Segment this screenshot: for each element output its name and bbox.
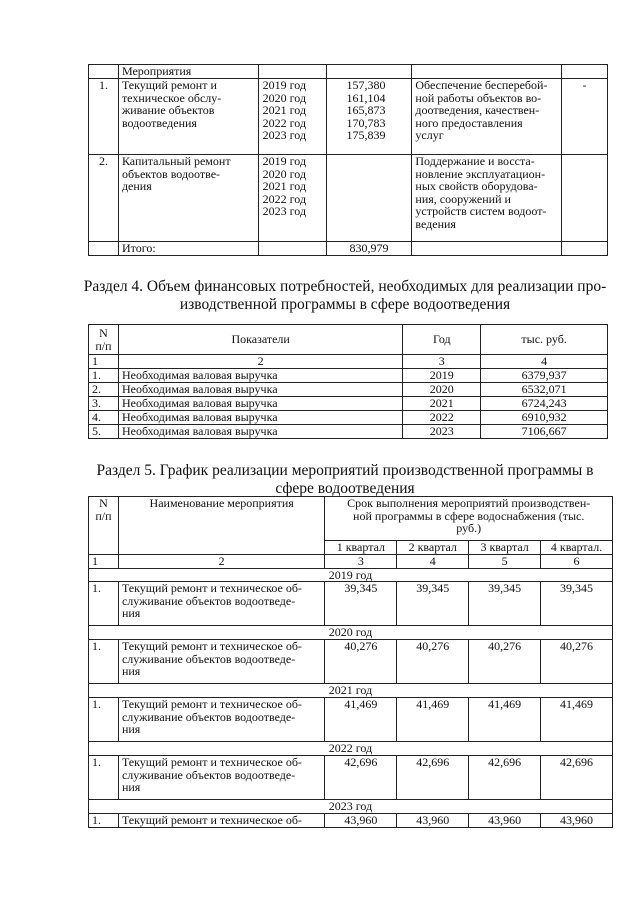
row-number: 1. xyxy=(89,582,119,626)
measure-name: Текущий ремонт и техническое об- служивание объектов водоотведе- ния xyxy=(118,640,324,684)
column-header-indicator: Показатели xyxy=(118,325,402,355)
table-row xyxy=(89,756,613,800)
year-cell: 2020 год xyxy=(262,90,307,105)
quarter-value: 39,345 xyxy=(325,582,397,626)
amount-cell: 7106,667 xyxy=(481,424,608,438)
amount-cell: 6724,243 xyxy=(481,396,608,410)
row-number: 5. xyxy=(89,424,119,438)
quarter-value: 41,469 xyxy=(469,698,541,742)
measure-name: Текущий ремонт и техническое об- xyxy=(118,814,324,828)
amount-cell: 6910,932 xyxy=(481,410,608,424)
column-header-number: N п/п xyxy=(89,497,119,555)
measure-name: Капитальный ремонт объектов водоотве- дения xyxy=(118,155,258,242)
total-label: Итого: xyxy=(118,242,258,256)
table-row xyxy=(89,640,613,684)
measure-name: Текущий ремонт и техническое об- служивание объектов водоотведе- ния xyxy=(118,698,324,742)
column-number: 5 xyxy=(469,555,541,569)
table-row xyxy=(89,396,608,410)
column-header-period: Срок выполнения мероприятий производствен- ной программы в сфере водоснабжения (тыс. руб.) xyxy=(325,497,613,541)
column-number: 1 xyxy=(89,355,119,369)
quarter-value: 43,960 xyxy=(541,814,613,828)
column-header-q1: 1 квартал xyxy=(325,541,397,555)
table-row xyxy=(89,382,608,396)
measure-name: Текущий ремонт и техническое об- служивание объектов водоотведе- ния xyxy=(118,582,324,626)
column-header-number: N п/п xyxy=(89,325,119,355)
year-cell: 2021 год xyxy=(262,179,307,194)
column-header-name: Наименование мероприятия xyxy=(118,497,324,555)
quarter-value: 40,276 xyxy=(325,640,397,684)
row-number: 2. xyxy=(89,382,119,396)
effect-description: Поддержание и восста- новление эксплуатацион- ных свойств оборудова- ния, сооружений и устройств систем водоот- ведения xyxy=(412,155,562,242)
row-number: 4. xyxy=(89,410,119,424)
quarter-value: 42,696 xyxy=(469,756,541,800)
table-row xyxy=(89,368,608,382)
year-cell: 2021 xyxy=(403,396,481,410)
value-cell: 161,104 xyxy=(346,90,386,105)
row-number: 1. xyxy=(89,640,119,684)
row-number: 1. xyxy=(89,79,119,155)
row-number: 2. xyxy=(89,155,119,242)
column-header-q2: 2 квартал xyxy=(397,541,469,555)
quarter-value: 40,276 xyxy=(397,640,469,684)
indicator-cell: Необходимая валовая выручка xyxy=(118,382,402,396)
quarter-value: 39,345 xyxy=(397,582,469,626)
year-row xyxy=(89,568,613,582)
column-number: 2 xyxy=(118,355,402,369)
quarter-value: 41,469 xyxy=(541,698,613,742)
year-cell: 2022 год xyxy=(262,115,307,130)
column-header-measures: Мероприятия xyxy=(118,65,258,79)
note-cell: - xyxy=(562,79,608,155)
total-value: 830,979 xyxy=(326,242,412,256)
year-cell: 2022 xyxy=(403,410,481,424)
value-cell: 165,873 xyxy=(346,103,386,118)
row-number: 1. xyxy=(89,756,119,800)
year-cell: 2019 год xyxy=(262,78,307,92)
table-row xyxy=(89,155,608,242)
table-row xyxy=(89,582,613,626)
table-row xyxy=(89,65,608,79)
year-cell: 2019 xyxy=(403,368,481,382)
row-number: 1. xyxy=(89,814,119,828)
column-header-amount: тыс. руб. xyxy=(481,325,608,355)
column-number: 2 xyxy=(118,555,324,569)
year-cell: 2019 год xyxy=(262,154,307,168)
column-number: 4 xyxy=(397,555,469,569)
quarter-value: 41,469 xyxy=(397,698,469,742)
indicator-cell: Необходимая валовая выручка xyxy=(118,396,402,410)
column-number: 4 xyxy=(481,355,608,369)
value-cell: 170,783 xyxy=(346,115,386,130)
effect-description: Обеспечение бесперебой- ной работы объектов во- доотведения, качествен- ного предоставления услуг xyxy=(412,79,562,155)
year-cell: 2020 год xyxy=(262,166,307,181)
indicator-cell: Необходимая валовая выручка xyxy=(118,410,402,424)
year-cell: 2023 год xyxy=(262,204,307,219)
section-4-title: Раздел 4. Объем финансовых потребностей, необходимых для реализации про- изводственной программы в сфере водоотведения xyxy=(83,278,607,313)
quarter-value: 41,469 xyxy=(325,698,397,742)
indicator-cell: Необходимая валовая выручка xyxy=(118,424,402,438)
measures-table xyxy=(88,64,608,256)
year-cell: 2023 xyxy=(403,424,481,438)
year-label: 2021 год xyxy=(89,684,613,698)
quarter-value: 42,696 xyxy=(325,756,397,800)
column-number: 3 xyxy=(403,355,481,369)
column-number: 3 xyxy=(325,555,397,569)
column-header-q4: 4 квартал. xyxy=(541,541,613,555)
year-row xyxy=(89,684,613,698)
quarter-value: 39,345 xyxy=(541,582,613,626)
column-header-q3: 3 квартал xyxy=(469,541,541,555)
table-row xyxy=(89,79,608,155)
quarter-value: 39,345 xyxy=(469,582,541,626)
quarter-value: 40,276 xyxy=(469,640,541,684)
year-row xyxy=(89,742,613,756)
row-number: 1. xyxy=(89,368,119,382)
year-row xyxy=(89,800,613,814)
indicator-cell: Необходимая валовая выручка xyxy=(118,368,402,382)
table-row xyxy=(89,698,613,742)
quarter-value: 42,696 xyxy=(541,756,613,800)
year-cell: 2020 xyxy=(403,382,481,396)
table-row xyxy=(89,242,608,256)
year-cell: 2021 год xyxy=(262,103,307,118)
table-row xyxy=(89,410,608,424)
measure-name: Текущий ремонт и техническое об- служивание объектов водоотведе- ния xyxy=(118,756,324,800)
column-header-year: Год xyxy=(403,325,481,355)
quarter-value: 40,276 xyxy=(541,640,613,684)
value-cell: 175,839 xyxy=(346,128,386,143)
quarter-value: 43,960 xyxy=(469,814,541,828)
year-cell: 2022 год xyxy=(262,191,307,206)
column-number: 1 xyxy=(89,555,119,569)
table-row xyxy=(89,424,608,438)
year-label: 2022 год xyxy=(89,742,613,756)
amount-cell: 6379,937 xyxy=(481,368,608,382)
table-header-row xyxy=(89,325,608,355)
quarter-value: 43,960 xyxy=(325,814,397,828)
numbering-row xyxy=(89,555,613,569)
value-cell: 157,380 xyxy=(346,78,386,92)
row-number: 3. xyxy=(89,396,119,410)
section-5-title: Раздел 5. График реализации мероприятий производственной программы в сфере водоотведения xyxy=(96,462,594,497)
numbering-row xyxy=(89,355,608,369)
column-number: 6 xyxy=(541,555,613,569)
schedule-table xyxy=(88,496,613,828)
measure-name: Текущий ремонт и техническое обслу- живание объектов водоотведения xyxy=(118,79,258,155)
amount-cell: 6532,071 xyxy=(481,382,608,396)
table-row xyxy=(89,814,613,828)
year-label: 2020 год xyxy=(89,626,613,640)
year-label: 2019 год xyxy=(89,568,613,582)
financial-needs-table xyxy=(88,324,608,439)
year-label: 2023 год xyxy=(89,800,613,814)
quarter-value: 42,696 xyxy=(397,756,469,800)
row-number: 1. xyxy=(89,698,119,742)
year-row xyxy=(89,626,613,640)
table-header-row xyxy=(89,497,613,541)
year-cell: 2023 год xyxy=(262,128,307,143)
quarter-value: 43,960 xyxy=(397,814,469,828)
